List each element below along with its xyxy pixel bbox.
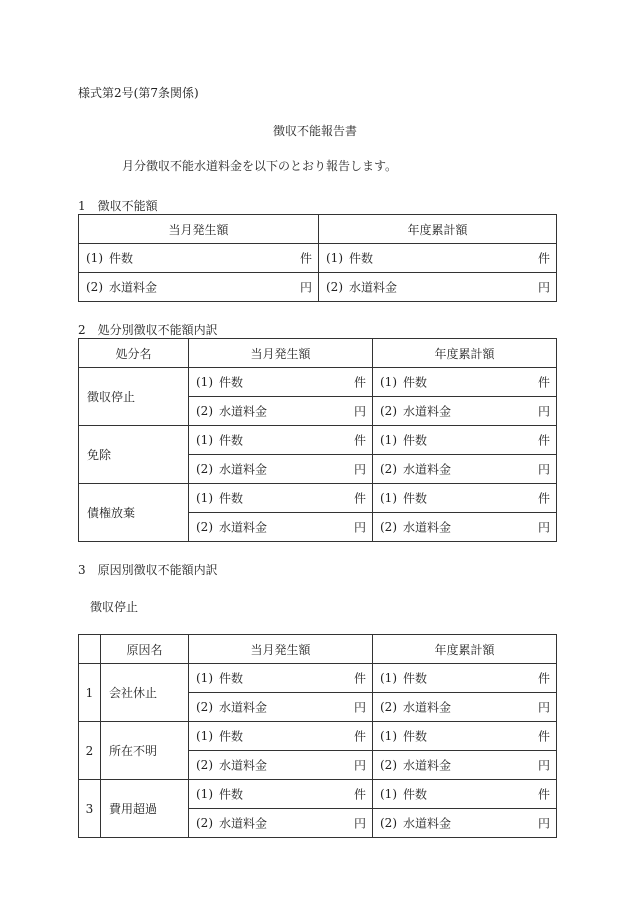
count-annual-cell — [319, 244, 557, 273]
item-unit: 件 — [537, 491, 550, 506]
item-unit: 円 — [537, 462, 550, 477]
item-unit: 円 — [537, 280, 550, 295]
item-label: 件数 — [403, 671, 428, 686]
item-number: (2) — [196, 462, 213, 476]
item-number: (2) — [380, 700, 397, 714]
item-number: (2) — [86, 280, 103, 294]
item-number: (1) — [380, 671, 397, 685]
item-unit: 円 — [353, 700, 366, 715]
cause-name: 会社休止 — [101, 664, 189, 722]
count-current-cell — [189, 722, 373, 751]
item-number: (2) — [196, 700, 213, 714]
count-annual-cell — [373, 484, 557, 513]
item-number: (2) — [196, 520, 213, 534]
item-label: 水道料金 — [403, 404, 452, 419]
item-label: 水道料金 — [219, 816, 268, 831]
cause-name: 所在不明 — [101, 722, 189, 780]
count-annual-cell — [373, 722, 557, 751]
table-row — [79, 273, 557, 302]
item-label: 水道料金 — [219, 700, 268, 715]
item-unit: 円 — [353, 404, 366, 419]
item-number: (2) — [380, 520, 397, 534]
fee-current-cell — [189, 751, 373, 780]
item-number: (1) — [326, 251, 343, 265]
col-annual-header: 年度累計額 — [319, 215, 557, 244]
fee-current-cell — [79, 273, 319, 302]
col-number-header — [79, 635, 101, 664]
cause-number: 3 — [79, 780, 101, 838]
item-unit: 円 — [353, 520, 366, 535]
item-label: 件数 — [219, 433, 244, 448]
item-label: 水道料金 — [219, 462, 268, 477]
table-row — [79, 484, 557, 513]
count-annual-cell — [373, 664, 557, 693]
item-number: (1) — [196, 671, 213, 685]
item-unit: 円 — [537, 700, 550, 715]
item-number: (1) — [380, 729, 397, 743]
item-number: (1) — [196, 433, 213, 447]
table-row — [79, 722, 557, 751]
fee-current-cell — [189, 397, 373, 426]
item-number: (1) — [380, 375, 397, 389]
fee-annual-cell — [373, 513, 557, 542]
section3-heading: 3 原因別徴収不能額内訳 — [78, 563, 218, 577]
item-unit: 円 — [353, 462, 366, 477]
fee-annual-cell — [373, 809, 557, 838]
item-label: 水道料金 — [403, 700, 452, 715]
document-title: 徴収不能報告書 — [272, 124, 357, 138]
item-label: 水道料金 — [219, 758, 268, 773]
item-label: 水道料金 — [349, 280, 398, 295]
section2-table — [78, 338, 557, 542]
item-unit: 円 — [353, 758, 366, 773]
item-label: 水道料金 — [403, 758, 452, 773]
cause-number: 1 — [79, 664, 101, 722]
item-label: 水道料金 — [403, 816, 452, 831]
item-label: 件数 — [109, 251, 134, 266]
item-unit: 件 — [353, 729, 366, 744]
item-label: 件数 — [219, 729, 244, 744]
disposal-name: 債権放棄 — [79, 484, 189, 542]
fee-annual-cell — [373, 397, 557, 426]
table-row — [79, 664, 557, 693]
item-number: (1) — [196, 375, 213, 389]
item-number: (2) — [196, 758, 213, 772]
item-unit: 円 — [537, 816, 550, 831]
col-annual-header: 年度累計額 — [373, 635, 557, 664]
section2-heading: 2 処分別徴収不能額内訳 — [78, 323, 218, 337]
item-unit: 円 — [353, 816, 366, 831]
item-number: (1) — [380, 491, 397, 505]
item-unit: 円 — [537, 758, 550, 773]
item-label: 件数 — [349, 251, 374, 266]
disposal-name: 免除 — [79, 426, 189, 484]
count-current-cell — [189, 664, 373, 693]
item-unit: 件 — [353, 787, 366, 802]
count-annual-cell — [373, 368, 557, 397]
item-number: (2) — [380, 758, 397, 772]
count-current-cell — [189, 780, 373, 809]
form-number: 様式第2号(第7条関係) — [78, 86, 199, 100]
col-current-header: 当月発生額 — [189, 635, 373, 664]
item-label: 件数 — [219, 491, 244, 506]
item-unit: 円 — [537, 520, 550, 535]
table-row — [79, 244, 557, 273]
table-header-row — [79, 635, 557, 664]
fee-current-cell — [189, 809, 373, 838]
item-label: 件数 — [219, 375, 244, 390]
item-unit: 円 — [299, 280, 312, 295]
item-unit: 件 — [353, 491, 366, 506]
item-label: 水道料金 — [403, 462, 452, 477]
fee-annual-cell — [373, 751, 557, 780]
fee-annual-cell — [319, 273, 557, 302]
item-label: 水道料金 — [219, 520, 268, 535]
table-row — [79, 426, 557, 455]
fee-annual-cell — [373, 455, 557, 484]
count-annual-cell — [373, 780, 557, 809]
item-number: (2) — [326, 280, 343, 294]
fee-current-cell — [189, 455, 373, 484]
fee-current-cell — [189, 693, 373, 722]
item-number: (1) — [196, 491, 213, 505]
table-row — [79, 368, 557, 397]
item-label: 水道料金 — [403, 520, 452, 535]
count-current-cell — [189, 368, 373, 397]
item-unit: 件 — [537, 251, 550, 266]
item-label: 件数 — [403, 491, 428, 506]
item-number: (1) — [196, 729, 213, 743]
col-annual-header: 年度累計額 — [373, 339, 557, 368]
fee-current-cell — [189, 513, 373, 542]
count-current-cell — [189, 484, 373, 513]
col-current-header: 当月発生額 — [189, 339, 373, 368]
table-row — [79, 780, 557, 809]
col-name-header: 処分名 — [79, 339, 189, 368]
item-label: 件数 — [403, 729, 428, 744]
count-annual-cell — [373, 426, 557, 455]
col-name-header: 原因名 — [101, 635, 189, 664]
item-label: 水道料金 — [219, 404, 268, 419]
item-unit: 件 — [537, 787, 550, 802]
item-number: (2) — [380, 404, 397, 418]
item-number: (2) — [380, 462, 397, 476]
section3-subheading: 徴収停止 — [90, 600, 139, 614]
item-number: (1) — [380, 433, 397, 447]
item-unit: 件 — [537, 729, 550, 744]
col-current-header: 当月発生額 — [79, 215, 319, 244]
item-label: 件数 — [403, 375, 428, 390]
count-current-cell — [79, 244, 319, 273]
intro-text: 月分徴収不能水道料金を以下のとおり報告します。 — [122, 159, 398, 173]
count-current-cell — [189, 426, 373, 455]
item-label: 水道料金 — [109, 280, 158, 295]
fee-annual-cell — [373, 693, 557, 722]
item-unit: 件 — [299, 251, 312, 266]
section3-table — [78, 634, 557, 838]
item-unit: 件 — [353, 433, 366, 448]
table-header-row — [79, 339, 557, 368]
item-unit: 件 — [353, 671, 366, 686]
section1-table — [78, 214, 557, 302]
item-number: (1) — [86, 251, 103, 265]
disposal-name: 徴収停止 — [79, 368, 189, 426]
item-unit: 円 — [537, 404, 550, 419]
cause-number: 2 — [79, 722, 101, 780]
item-number: (1) — [196, 787, 213, 801]
item-unit: 件 — [537, 671, 550, 686]
item-number: (2) — [196, 404, 213, 418]
item-number: (2) — [380, 816, 397, 830]
item-unit: 件 — [537, 433, 550, 448]
item-unit: 件 — [537, 375, 550, 390]
item-number: (1) — [380, 787, 397, 801]
table-header-row — [79, 215, 557, 244]
item-label: 件数 — [219, 671, 244, 686]
item-label: 件数 — [403, 787, 428, 802]
item-number: (2) — [196, 816, 213, 830]
cause-name: 費用超過 — [101, 780, 189, 838]
section1-heading: 1 徴収不能額 — [78, 199, 158, 213]
item-unit: 件 — [353, 375, 366, 390]
item-label: 件数 — [403, 433, 428, 448]
item-label: 件数 — [219, 787, 244, 802]
